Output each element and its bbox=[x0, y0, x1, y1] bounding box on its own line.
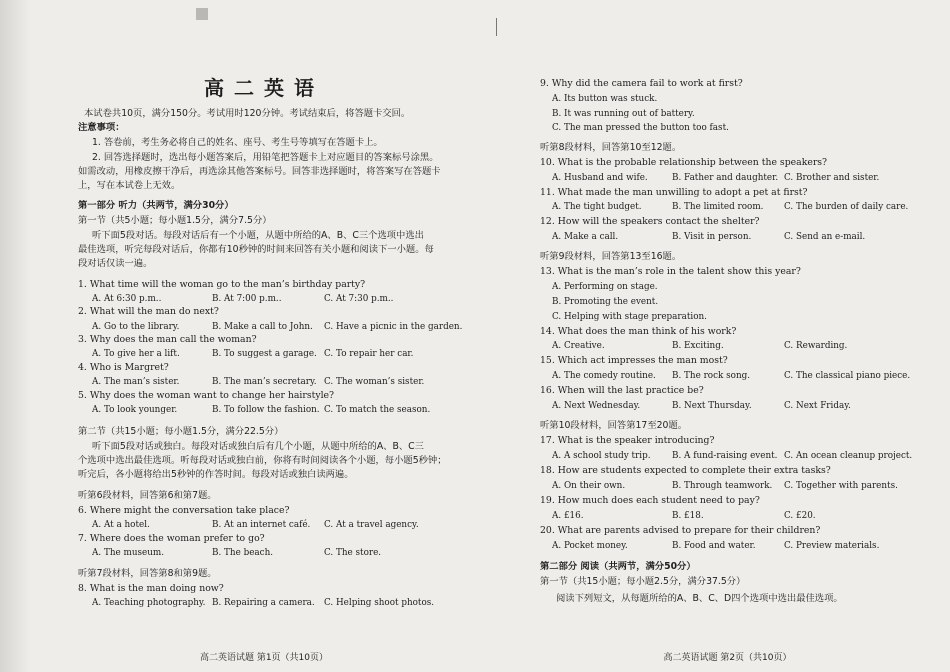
notice-item-2-cont: 如需改动，用橡皮擦干净后，再选涂其他答案标号。回答非选择题时，将答案写在答题卡 bbox=[78, 166, 441, 177]
q4-option-b: B. The man’s secretary. bbox=[212, 377, 317, 387]
q18-option-a: A. On their own. bbox=[552, 481, 626, 491]
section1-heading: 第一节（共5小题；每小题1.5分，满分7.5分） bbox=[78, 215, 272, 226]
material-9-heading: 听第9段材料，回答第13至16题。 bbox=[540, 251, 682, 262]
q8-option-b: B. Repairing a camera. bbox=[212, 598, 315, 608]
question-4: 4. Who is Margret? bbox=[78, 362, 169, 373]
exam-info: 本试卷共10页，满分150分。考试用时120分钟。考试结束后，将答题卡交回。 bbox=[84, 108, 411, 119]
q7-option-c: C. The store. bbox=[324, 548, 382, 558]
page-divider bbox=[496, 18, 497, 36]
q12-option-b: B. Visit in person. bbox=[672, 232, 752, 242]
question-7: 7. Where does the woman prefer to go? bbox=[78, 533, 265, 544]
material-10-heading: 听第10段材料，回答第17至20题。 bbox=[540, 420, 688, 431]
q6-option-c: C. At a travel agency. bbox=[324, 520, 419, 530]
q19-option-b: B. £18. bbox=[672, 511, 704, 521]
question-15: 15. Which act impresses the man most? bbox=[540, 355, 728, 366]
question-6: 6. Where might the conversation take place? bbox=[78, 505, 290, 516]
section1-instruction-3: 段对话仅读一遍。 bbox=[78, 258, 153, 269]
q13-option-c: C. Helping with stage preparation. bbox=[552, 312, 707, 322]
q8-option-a: A. Teaching photography. bbox=[92, 598, 206, 608]
q14-option-b: B. Exciting. bbox=[672, 341, 724, 351]
q19-option-c: C. £20. bbox=[784, 511, 816, 521]
q7-option-a: A. The museum. bbox=[92, 548, 165, 558]
material-7-heading: 听第7段材料，回答第8和第9题。 bbox=[78, 568, 217, 579]
q20-option-a: A. Pocket money. bbox=[552, 541, 628, 551]
q3-option-a: A. To give her a lift. bbox=[92, 349, 180, 359]
q2-option-c: C. Have a picnic in the garden. bbox=[324, 322, 463, 332]
q4-option-c: C. The woman’s sister. bbox=[324, 377, 425, 387]
q13-option-b: B. Promoting the event. bbox=[552, 297, 659, 307]
q6-option-a: A. At a hotel. bbox=[92, 520, 150, 530]
q10-option-b: B. Father and daughter. bbox=[672, 173, 779, 183]
question-1: 1. What time will the woman go to the man’s birthday party? bbox=[78, 279, 366, 290]
question-20: 20. What are parents advised to prepare for their children? bbox=[540, 525, 821, 536]
q11-option-a: A. The tight budget. bbox=[552, 202, 642, 212]
q5-option-b: B. To follow the fashion. bbox=[212, 405, 320, 415]
q18-option-c: C. Together with parents. bbox=[784, 481, 898, 491]
q19-option-a: A. £16. bbox=[552, 511, 584, 521]
q9-option-c: C. The man pressed the button too fast. bbox=[552, 123, 729, 133]
q7-option-b: B. The beach. bbox=[212, 548, 274, 558]
section2-instruction-2: 个选项中选出最佳选项。听每段对话或独白前，你将有时间阅读各个小题，每小题5秒钟； bbox=[78, 455, 447, 466]
q17-option-a: A. A school study trip. bbox=[552, 451, 651, 461]
q5-option-c: C. To match the season. bbox=[324, 405, 431, 415]
q11-option-c: C. The burden of daily care. bbox=[784, 202, 909, 212]
q1-option-c: C. At 7:30 p.m.. bbox=[324, 294, 394, 304]
q2-option-b: B. Make a call to John. bbox=[212, 322, 313, 332]
q17-option-c: C. An ocean cleanup project. bbox=[784, 451, 913, 461]
question-10: 10. What is the probable relationship between the speakers? bbox=[540, 157, 828, 168]
section2-instruction-3: 听完后，各小题将给出5秒钟的作答时间。每段对话或独白读两遍。 bbox=[78, 469, 354, 480]
q20-option-c: C. Preview materials. bbox=[784, 541, 880, 551]
question-14: 14. What does the man think of his work? bbox=[540, 326, 737, 337]
q16-option-a: A. Next Wednesday. bbox=[552, 401, 641, 411]
question-9: 9. Why did the camera fail to work at first? bbox=[540, 78, 743, 89]
notice-item-1: 1. 答卷前，考生务必将自己的姓名、座号、考生号等填写在答题卡上。 bbox=[92, 137, 383, 148]
page-footer-1: 高二英语试题 第1页（共10页） bbox=[199, 653, 329, 663]
q12-option-a: A. Make a call. bbox=[552, 232, 619, 242]
question-2: 2. What will the man do next? bbox=[78, 306, 219, 317]
q6-option-b: B. At an internet café. bbox=[212, 520, 311, 530]
q10-option-a: A. Husband and wife. bbox=[552, 173, 648, 183]
q15-option-c: C. The classical piano piece. bbox=[784, 371, 911, 381]
q16-option-b: B. Next Thursday. bbox=[672, 401, 752, 411]
notice-heading: 注意事项： bbox=[78, 122, 125, 133]
q1-option-a: A. At 6:30 p.m.. bbox=[92, 294, 162, 304]
question-5: 5. Why does the woman want to change her hairstyle? bbox=[78, 390, 335, 401]
part2-heading: 第二部分 阅读（共两节，满分50分） bbox=[540, 561, 696, 572]
question-11: 11. What made the man unwilling to adopt a pet at first? bbox=[540, 187, 808, 198]
q16-option-c: C. Next Friday. bbox=[784, 401, 851, 411]
page-footer-2: 高二英语试题 第2页（共10页） bbox=[663, 653, 792, 663]
q12-option-c: C. Send an e-mail. bbox=[784, 232, 866, 242]
page-title: 高二英语 bbox=[204, 76, 324, 100]
question-16: 16. When will the last practice be? bbox=[540, 385, 704, 396]
section1-instruction-2: 最佳选项，听完每段对话后，你都有10秒钟的时间来回答有关小题和阅读下一小题。每 bbox=[78, 244, 434, 255]
question-17: 17. What is the speaker introducing? bbox=[540, 435, 715, 446]
q9-option-a: A. Its button was stuck. bbox=[552, 94, 658, 104]
part1-heading: 第一部分 听力（共两节，满分30分） bbox=[78, 200, 234, 211]
q13-option-a: A. Performing on stage. bbox=[552, 282, 658, 292]
question-19: 19. How much does each student need to pay? bbox=[540, 495, 760, 506]
section3-instruction: 阅读下列短文，从每题所给的A、B、C、D四个选项中选出最佳选项。 bbox=[556, 593, 843, 604]
q2-option-a: A. Go to the library. bbox=[92, 322, 180, 332]
q5-option-a: A. To look younger. bbox=[92, 405, 178, 415]
question-8: 8. What is the man doing now? bbox=[78, 583, 224, 594]
right-page bbox=[540, 0, 915, 672]
question-3: 3. Why does the man call the woman? bbox=[78, 334, 257, 345]
q8-option-c: C. Helping shoot photos. bbox=[324, 598, 435, 608]
q3-option-c: C. To repair her car. bbox=[324, 349, 414, 359]
q9-option-b: B. It was running out of battery. bbox=[552, 109, 695, 119]
q17-option-b: B. A fund-raising event. bbox=[672, 451, 778, 461]
notice-item-2: 2. 回答选择题时，选出每小题答案后，用铅笔把答题卡上对应题目的答案标号涂黑。 bbox=[92, 152, 439, 163]
question-13: 13. What is the man’s role in the talent show this year? bbox=[540, 266, 801, 277]
q20-option-b: B. Food and water. bbox=[672, 541, 756, 551]
notice-item-2-end: 上，写在本试卷上无效。 bbox=[78, 180, 181, 191]
page-fold-shadow bbox=[0, 0, 30, 672]
section2-heading: 第二节（共15小题；每小题1.5分，满分22.5分） bbox=[78, 426, 284, 437]
q10-option-c: C. Brother and sister. bbox=[784, 173, 880, 183]
material-8-heading: 听第8段材料，回答第10至12题。 bbox=[540, 142, 682, 153]
q18-option-b: B. Through teamwork. bbox=[672, 481, 773, 491]
q3-option-b: B. To suggest a garage. bbox=[212, 349, 317, 359]
material-6-heading: 听第6段材料，回答第6和第7题。 bbox=[78, 490, 217, 501]
q15-option-a: A. The comedy routine. bbox=[552, 371, 656, 381]
section2-instruction-1: 听下面5段对话或独白。每段对话或独白后有几个小题，从题中所给的A、B、C三 bbox=[92, 441, 424, 452]
q15-option-b: B. The rock song. bbox=[672, 371, 751, 381]
q4-option-a: A. The man’s sister. bbox=[92, 377, 180, 387]
q1-option-b: B. At 7:00 p.m.. bbox=[212, 294, 282, 304]
q11-option-b: B. The limited room. bbox=[672, 202, 764, 212]
q14-option-c: C. Rewarding. bbox=[784, 341, 848, 351]
section1-instruction-1: 听下面5段对话。每段对话后有一个小题，从题中所给的A、B、C三个选项中选出 bbox=[92, 230, 424, 241]
left-page bbox=[78, 0, 463, 672]
q14-option-a: A. Creative. bbox=[552, 341, 605, 351]
question-12: 12. How will the speakers contact the shelter? bbox=[540, 216, 760, 227]
section3-heading: 第一节（共15小题；每小题2.5分，满分37.5分） bbox=[540, 576, 746, 587]
question-18: 18. How are students expected to complete their extra tasks? bbox=[540, 465, 831, 476]
